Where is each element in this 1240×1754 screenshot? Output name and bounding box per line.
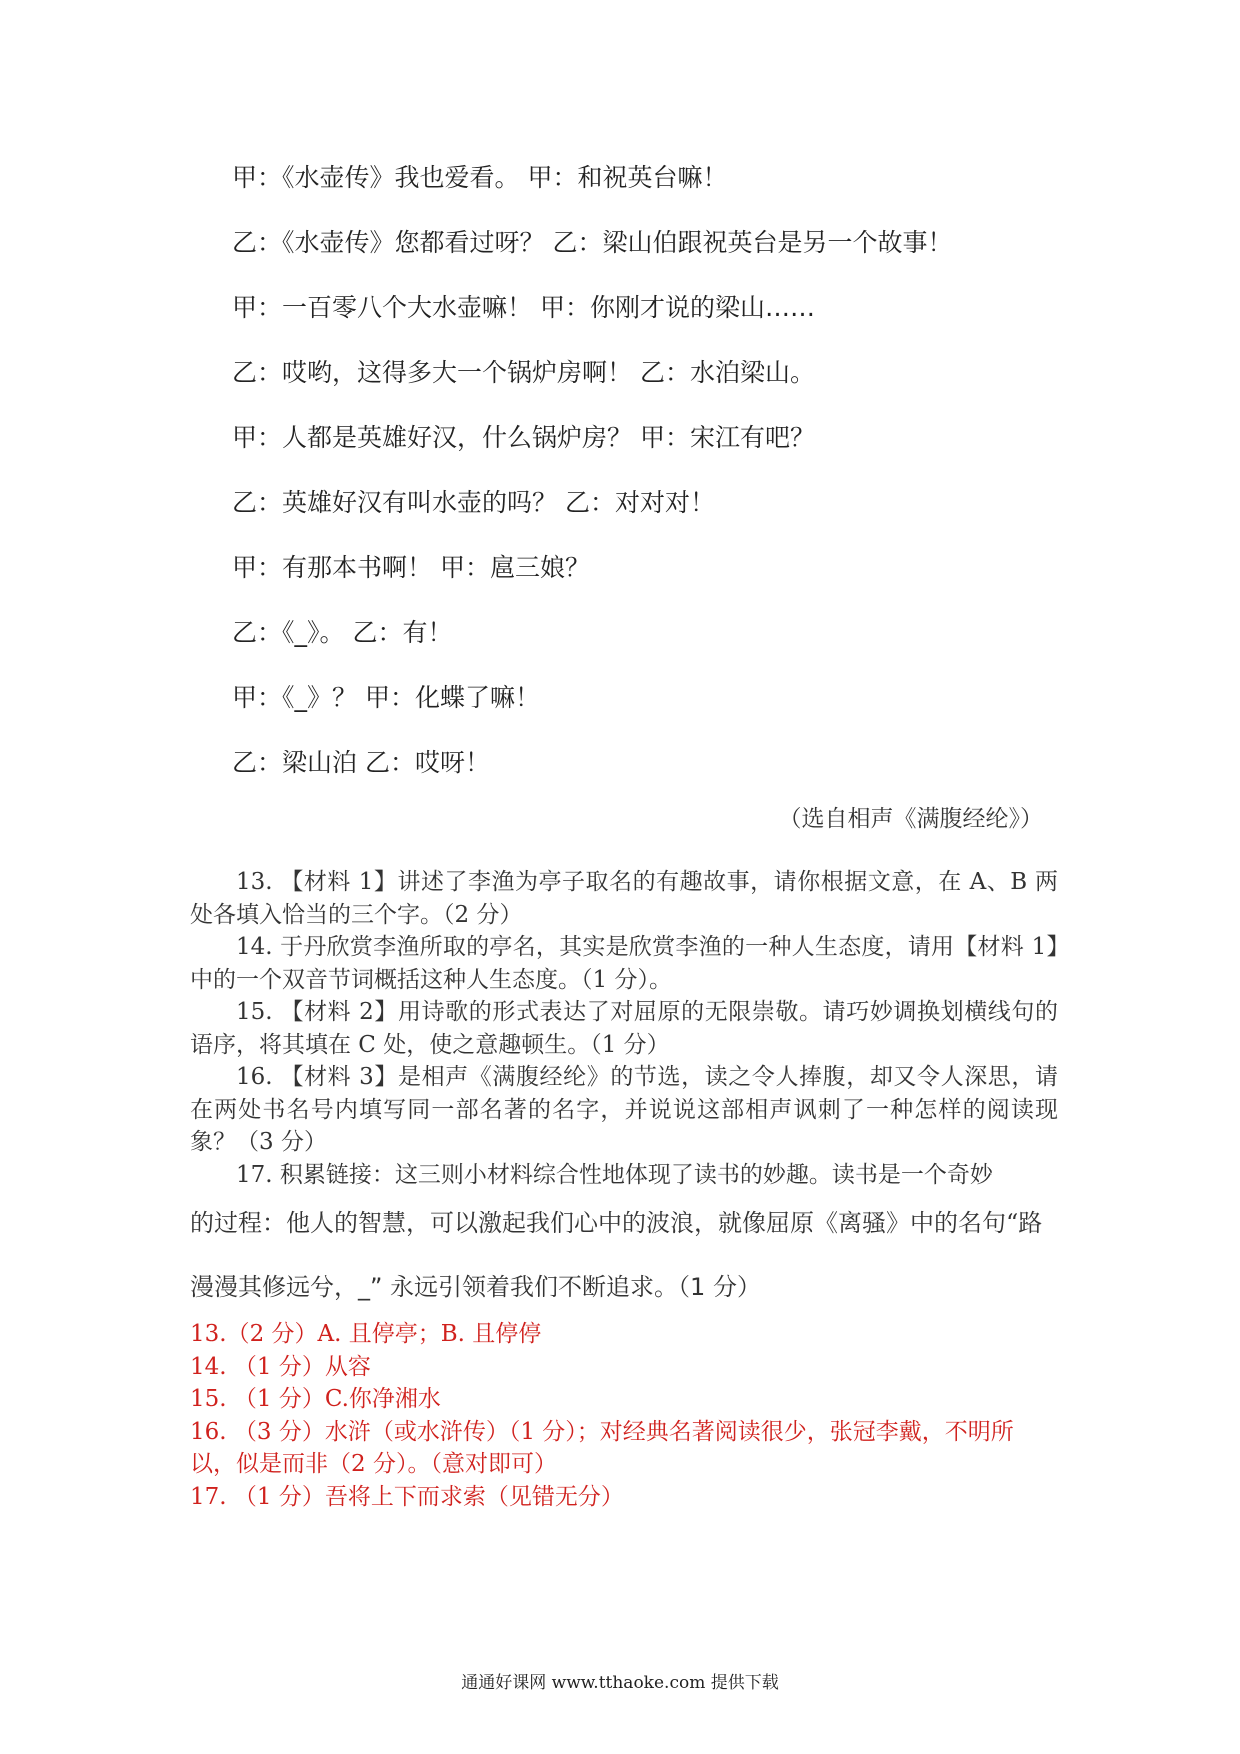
- answer-15: 15. （1 分）C.你净湘水: [190, 1386, 441, 1412]
- question-13: 13. 【材料 1】讲述了李渔为亭子取名的有趣故事，请你根据文意，在 A、B 两处各填入恰当的三个字。（2 分）: [190, 869, 1058, 928]
- answer-16: 16. （3 分）水浒（或水浒传）（1 分）；对经典名著阅读很少，张冠李戴，不明所以，似是而非（2 分）。（意对即可）: [190, 1418, 1014, 1477]
- answer-17: 17. （1 分）吾将上下而求索（见错无分）: [190, 1483, 624, 1510]
- dialogue-line: 甲：一百零八个大水壶嘛！ 甲：你刚才说的梁山……: [232, 293, 815, 322]
- source-citation: （选自相声《满腹经纶》）: [778, 806, 1043, 832]
- question-17-line-2: 的过程：他人的智慧，可以激起我们心中的波浪，就像屈原《离骚》中的名句“路: [190, 1209, 1043, 1237]
- dialogue-line: 甲：有那本书啊！ 甲：扈三娘？: [232, 553, 590, 582]
- dialogue-line: 乙：《水壶传》您都看过呀？ 乙：梁山伯跟祝英台是另一个故事！: [232, 228, 953, 257]
- answer-section: [190, 1318, 1058, 1513]
- question-15: 15. 【材料 2】用诗歌的形式表达了对屈原的无限崇敬。请巧妙调换划横线句的语序，将其填在 C 处，使之意趣顿生。（1 分）: [190, 999, 1058, 1058]
- answer-14: 14. （1 分）从容: [190, 1353, 371, 1380]
- question-17-line-1: 17. 积累链接：这三则小材料综合性地体现了读书的妙趣。读书是一个奇妙: [236, 1161, 993, 1188]
- page-footer: 通通好课网 www.tthaoke.com 提供下载: [461, 1673, 779, 1693]
- question-section: [190, 866, 1058, 1319]
- dialogue-line: 甲：人都是英雄好汉，什么锅炉房？ 甲：宋江有吧？: [232, 423, 815, 452]
- crosstalk-dialogue: [232, 160, 1092, 810]
- dialogue-line: 乙：《_》。 乙：有！: [232, 618, 453, 647]
- question-16: 16. 【材料 3】是相声《满腹经纶》的节选，读之令人捧腹，却又令人深思，请在两处书名号内填写同一部名著的名字，并说说这部相声讽刺了一种怎样的阅读现象？（3 分）: [190, 1064, 1058, 1155]
- dialogue-line: 甲：《水壶传》我也爱看。 甲：和祝英台嘛！: [232, 163, 728, 192]
- dialogue-line: 乙：梁山泊 乙：哎呀！: [232, 748, 490, 777]
- dialogue-line: 甲：《_》？ 甲：化蝶了嘛！: [232, 683, 540, 712]
- question-17-line-3: 漫漫其修远兮，_” 永远引领着我们不断追求。（1 分）: [190, 1273, 761, 1301]
- answer-13: 13.（2 分）A. 且停亭；B. 且停停: [190, 1321, 542, 1347]
- dialogue-line: 乙：英雄好汉有叫水壶的吗？ 乙：对对对！: [232, 488, 715, 517]
- question-14: 14. 于丹欣赏李渔所取的亭名，其实是欣赏李渔的一种人生态度，请用【材料 1】中的一个双音节词概括这种人生态度。（1 分）。: [190, 934, 1058, 993]
- dialogue-line: 乙：哎哟，这得多大一个锅炉房啊！ 乙：水泊梁山。: [232, 358, 815, 387]
